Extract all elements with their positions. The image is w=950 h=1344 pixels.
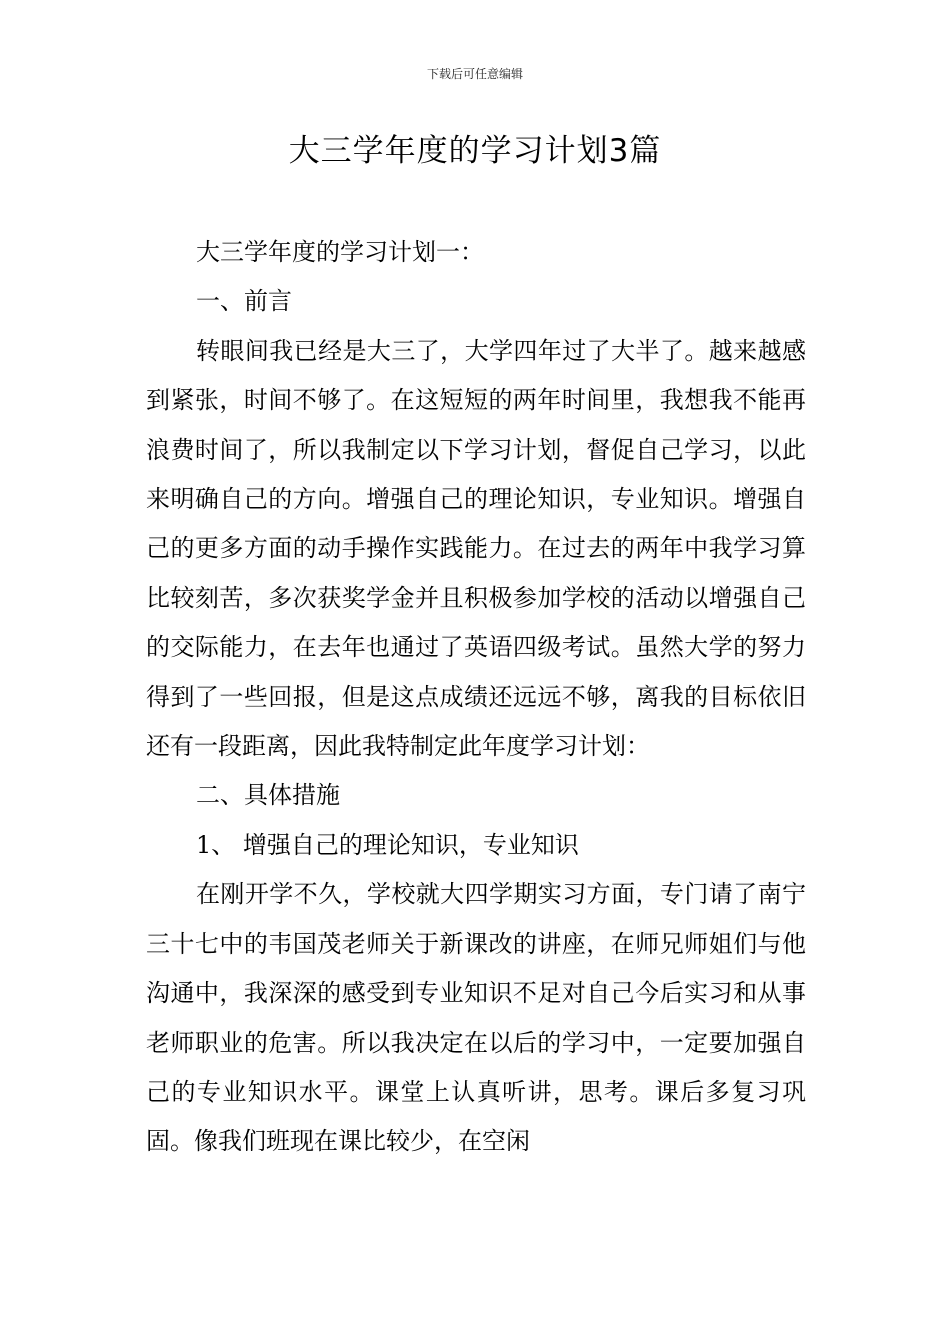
subsection-heading-1: 1、 增强自己的理论知识，专业知识 — [196, 830, 579, 859]
header-note: 下载后可任意编辑 — [426, 67, 523, 81]
section-heading-measures: 二、具体措施 — [196, 781, 340, 810]
paragraph-measure-1: 在刚开学不久，学校就大四学期实习方面，专门请了南宁三十七中的韦国茂老师关于新课改的讲座，在师兄师姐们与他沟通中，我深深的感受到专业知识不足对自己今后实习和从事老师职业的危害。所以我决定在以后的学习中，一定要加强自己的专业知识水平。课堂上认真听讲，思考。课后多复习巩固。像我们班现在课比较少，在空闲 — [146, 880, 806, 1156]
document-title: 大三学年度的学习计划3篇 — [288, 133, 662, 169]
paragraph-preface: 转眼间我已经是大三了，大学四年过了大半了。越来越感到紧张，时间不够了。在这短短的两年时间里，我想我不能再浪费时间了，所以我制定以下学习计划，督促自己学习，以此来明确自己的方向。增强自己的理论知识，专业知识。增强自己的更多方面的动手操作实践能力。在过去的两年中我学习算比较刻苦，多次获奖学金并且积极参加学校的活动以增强自己的交际能力，在去年也通过了英语四级考试。虽然大学的努力得到了一些回报，但是这点成绩还远远不够，离我的目标依旧还有一段距离，因此我特制定此年度学习计划： — [146, 336, 806, 761]
plan-heading: 大三学年度的学习计划一： — [196, 238, 484, 266]
document-body — [146, 228, 806, 1167]
section-heading-preface: 一、前言 — [196, 287, 292, 316]
